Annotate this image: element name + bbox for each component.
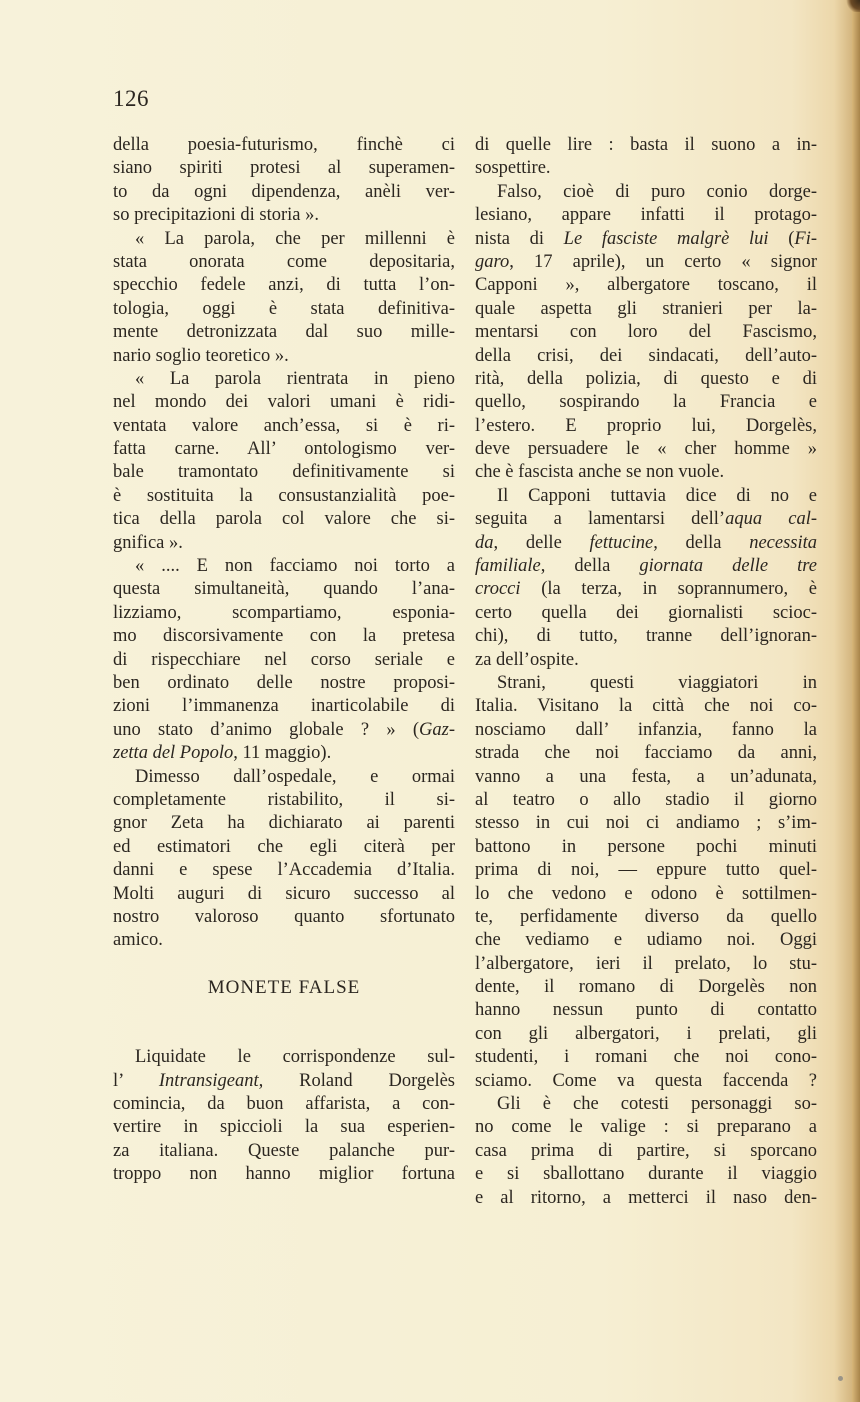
text-line: e si sballottano durante il viaggio [475,1164,817,1185]
spacer [113,953,455,976]
text-line: Italia. Visitano la città che noi co- [475,696,817,717]
page-number: 126 [113,86,149,111]
text-line: Il Capponi tuttavia dice di no e [497,485,817,506]
paper-speck [838,1376,843,1381]
text-line: gnor Zeta ha dichiarato ai parenti [113,813,455,834]
text-line: della poesia-futurismo, finchè ci [113,135,455,155]
text-line: stata onorata come depositaria, [113,251,455,272]
text-run: uno stato d’animo globale ? » ( [113,719,420,740]
text-line: comincia, da buon affarista, a con- [113,1094,455,1115]
text-line [475,508,817,531]
text-line: siano spiriti protesi al superamen- [113,158,455,179]
text-line: zioni l’immanenza inarticolabile di [113,696,455,717]
text-line: « La parola rientrata in pieno [135,368,455,389]
text-line: « La parola, che per millenni è [135,228,455,249]
text-run: Roland Dorgelès [263,1070,456,1091]
text-line [475,578,817,601]
text-line: tologia, oggi è stata definitiva- [113,298,455,319]
text-line: che è fascista anche se non vuole. [475,462,725,483]
text-line: studenti, i romani che noi cono- [475,1047,817,1068]
text-line: ben ordinato delle nostre proposi- [113,672,455,693]
text-line: al teatro o allo stadio il giorno [475,789,817,810]
text-line: « .... E non facciamo noi torto a [135,556,455,577]
text-line: vertire in spiccioli la sua esperien- [113,1117,455,1138]
text-run: , delle [493,532,590,553]
italic-text-run: da [475,532,494,553]
text-line: Gli è che cotesti personaggi so- [497,1094,817,1115]
text-run: , 11 maggio). [233,743,332,764]
text-line: Capponi », albergatore toscano, il [475,275,817,296]
italic-text-run: giornata delle tre [639,556,817,577]
text-line: deve persuadere le « cher homme » [475,439,817,460]
text-line: chi), di tutto, tranne dell’ignoran- [475,626,817,647]
text-line: lo che vedono e odono è sottilmen- [475,883,817,904]
text-line: della crisi, dei sindacati, dell’auto- [475,345,817,366]
text-run: nista di [475,228,564,249]
italic-text-run: aqua cal- [725,509,817,530]
text-line: no come le valige : si preparano a [475,1117,817,1138]
italic-text-run: Intransigeant, [158,1070,264,1091]
text-line: to da ogni dipendenza, anèli ver- [113,181,455,202]
text-line: con gli albergatori, i prelati, gli [475,1023,817,1044]
text-line: hanno nessun punto di contatto [475,1000,817,1021]
text-line: certo quella dei giornalisti scioc- [475,602,817,623]
text-line: za dell’ospite. [475,649,579,670]
italic-text-run: zetta del Popolo [113,743,234,764]
text-line: amico. [113,930,163,951]
text-run: seguita a lamentarsi dell’ [475,509,726,530]
text-run: , della [540,556,640,577]
text-line: mo discorsivamente con la pretesa [113,626,455,647]
text-line: prima di noi, — eppure tutto quel- [475,860,817,881]
text-line: te, perfidamente diverso da quello [475,906,817,927]
text-line: l’albergatore, ieri il prelato, lo stu- [475,953,817,974]
text-line: ventata valore anch’essa, si è ri- [113,415,455,436]
italic-text-run: necessita [749,532,818,553]
text-line [475,228,817,251]
text-line: Molti auguri di sicuro successo al [113,883,455,904]
text-run: , 17 aprile), un certo « signor [509,251,817,272]
italic-text-run: familiale [475,556,541,577]
text-line: mentarsi con loro del Fascismo, [475,322,817,343]
text-line: di rispecchiare nel corso seriale e [113,649,455,670]
text-line: Liquidate le corrispondenze sul- [135,1047,455,1068]
text-line: Dimesso dall’ospedale, e ormai [135,766,455,787]
text-line: za italiana. Queste palanche pur- [113,1140,455,1161]
section-heading: MONETE FALSE [207,977,361,999]
text-line: nosciamo dall’ infanzia, fanno la [475,719,817,740]
text-run: ( [768,228,795,249]
text-line: nario soglio teoretico ». [113,345,289,366]
text-line: specchio fedele anzi, di tutta l’on- [113,275,455,296]
italic-text-run: Le fasciste malgrè lui [563,228,769,249]
text-line: fatta carne. All’ ontologismo ver- [113,439,455,460]
text-run: (la terza, in soprannumero, è [520,579,817,600]
text-line: di quelle lire : basta il suono a in- [475,135,817,155]
text-line: quale aspetta gli stranieri per la- [475,298,817,319]
text-line: bale tramontato definitivamente si [113,462,455,483]
italic-text-run: Gaz- [419,719,455,740]
text-line: questa simultaneità, quando l’ana- [113,579,455,600]
left-column [113,134,455,1187]
text-line: lesiano, appare infatti il protago- [475,205,817,226]
page-edge-shadow [852,0,860,1402]
text-line: battono in persone pochi minuti [475,836,817,857]
spacer [113,1023,455,1046]
text-run: , della [653,532,750,553]
text-line [113,742,455,765]
text-run: l’ [113,1070,159,1091]
page-corner-shadow [846,0,860,12]
text-line: nostro valoroso quanto sfortunato [113,906,455,927]
text-line: gnifica ». [113,532,183,553]
text-line: dente, il romano di Dorgelès non [475,977,817,998]
text-line: ed estimatori che egli citerà per [113,836,455,857]
text-line: è sostituita la consustanzialità poe- [113,485,455,506]
text-line: stesso in cui noi ci andiamo ; s’im- [475,813,817,834]
text-line: che vediamo e udiamo noi. Oggi [475,930,817,951]
text-line: quello, sospirando la Francia e [475,392,817,413]
text-line: strada che noi facciamo da anni, [475,743,817,764]
text-line: Falso, cioè di puro conio dorge- [497,181,817,202]
text-line: Strani, questi viaggiatori in [497,672,817,693]
text-line: sospettire. [475,158,551,179]
italic-text-run: Fi- [794,228,817,249]
text-line: danni e spese l’Accademia d’Italia. [113,860,455,881]
text-line: completamente ristabilito, il si- [113,789,455,810]
text-line [113,719,455,742]
text-line: tica della parola col valore che si- [113,509,455,530]
italic-text-run: fettucine [589,532,654,553]
italic-text-run: crocci [475,579,521,600]
text-line [475,555,817,578]
text-line [475,251,817,274]
text-line: nel mondo dei valori umani è ridi- [113,392,455,413]
text-line [113,1070,455,1093]
text-line: casa prima di partire, si sporcano [475,1140,817,1161]
text-line: mente detronizzata dal suo mille- [113,322,455,343]
text-line: sciamo. Come va questa faccenda ? [475,1070,817,1091]
text-line: lizziamo, scompartiamo, esponia- [113,602,455,623]
right-column [475,134,817,1210]
text-line: troppo non hanno miglior fortuna [113,1164,455,1185]
text-line: l’estero. E proprio lui, Dorgelès, [475,415,817,436]
spacer [113,999,455,1022]
text-line: rità, della polizia, di questo e di [475,368,817,389]
text-line: so precipitazioni di storia ». [113,205,320,226]
text-line [475,532,817,555]
text-line: e al ritorno, a metterci il naso den- [475,1187,817,1208]
italic-text-run: garo [475,251,510,272]
text-line: vanno a una festa, a un’adunata, [475,766,817,787]
